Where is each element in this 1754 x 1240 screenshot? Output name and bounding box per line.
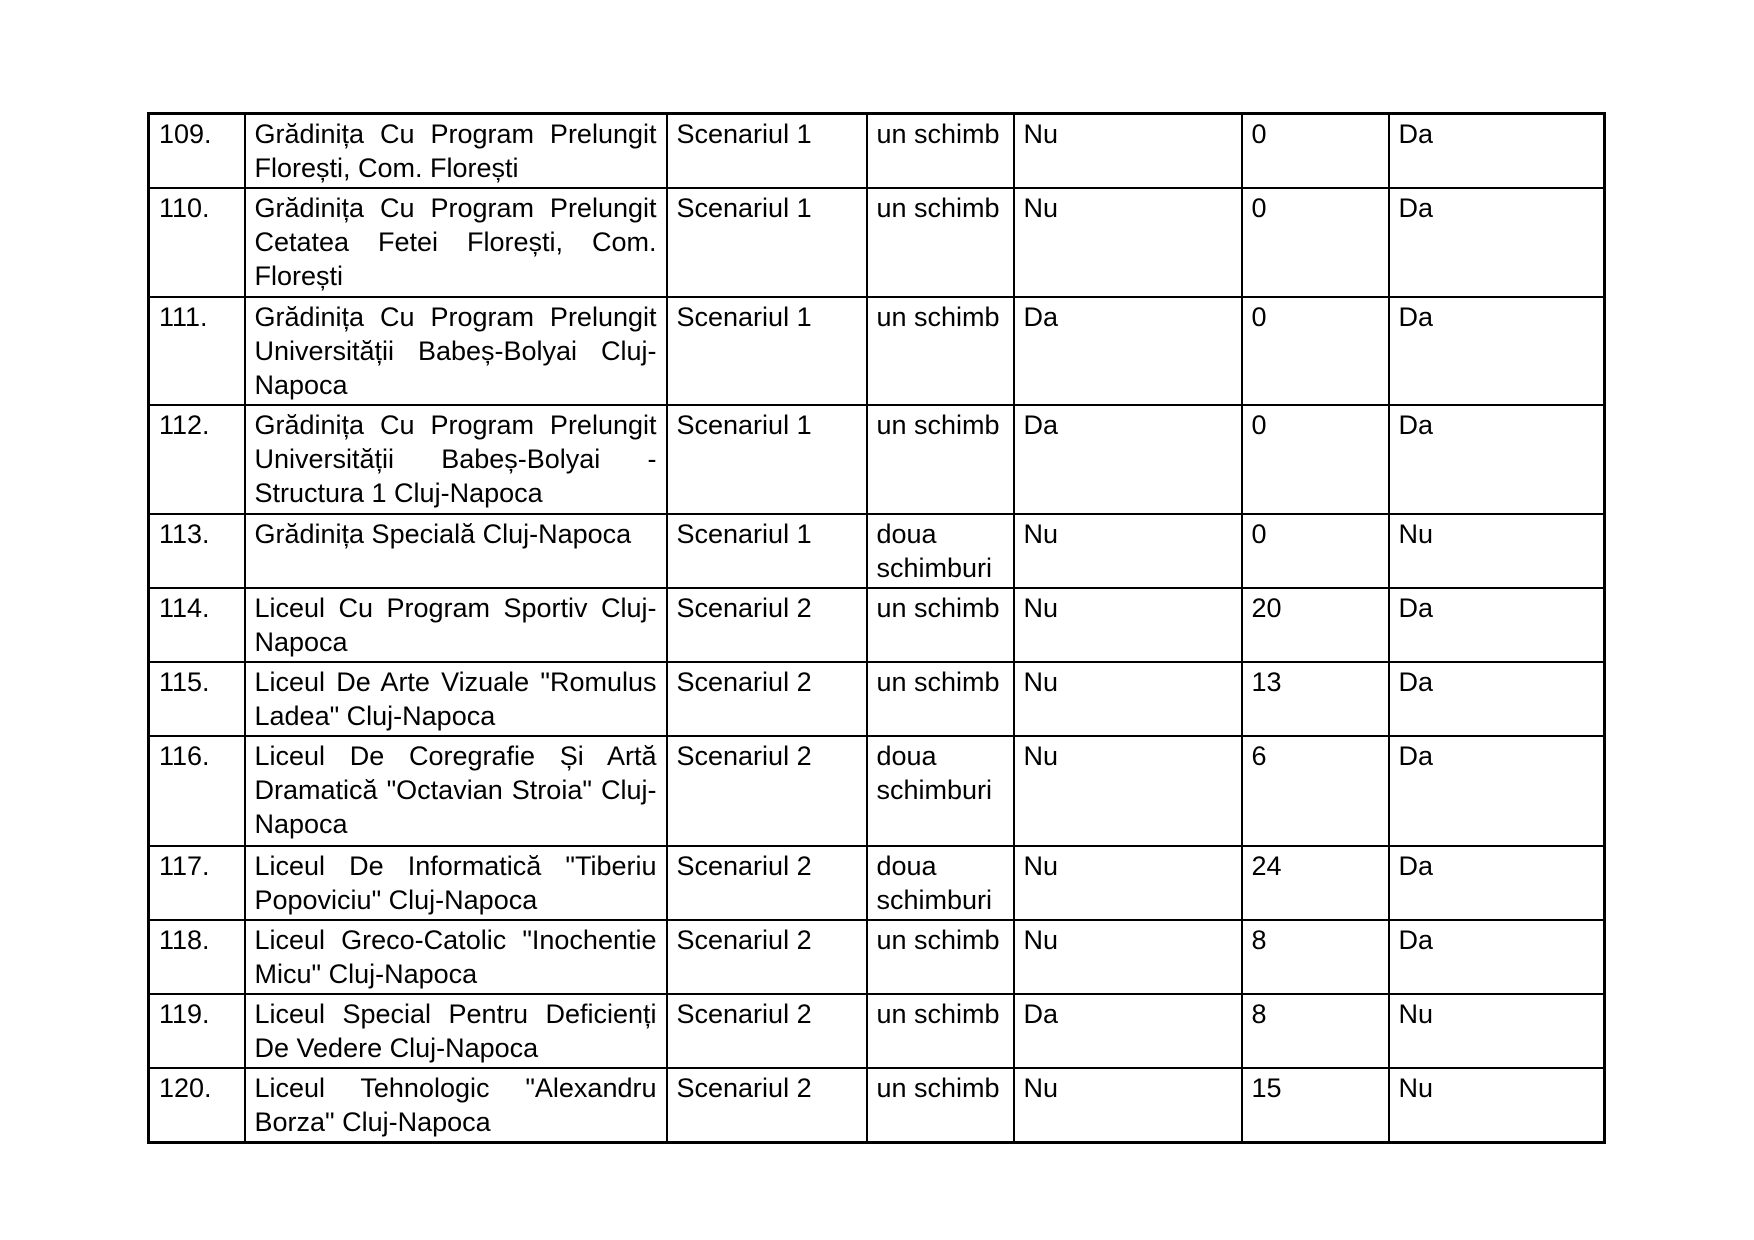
cell-school-name: Grădinița Cu Program Prelungit Florești, Com. Florești <box>245 114 667 189</box>
cell-scenario: Scenariul 1 <box>667 297 867 405</box>
cell-flag-2: Da <box>1389 736 1605 846</box>
cell-scenario: Scenariul 2 <box>667 920 867 994</box>
cell-flag-1: Nu <box>1014 588 1242 662</box>
cell-scenario: Scenariul 2 <box>667 846 867 920</box>
cell-index: 110. <box>149 188 245 297</box>
table-row <box>149 846 1605 920</box>
table-row <box>149 1068 1605 1143</box>
table-row <box>149 994 1605 1068</box>
cell-flag-2: Da <box>1389 846 1605 920</box>
cell-flag-2: Da <box>1389 297 1605 405</box>
cell-scenario: Scenariul 2 <box>667 1068 867 1143</box>
schools-table <box>147 112 1606 1144</box>
cell-shifts: un schimb <box>867 188 1014 297</box>
cell-shifts: doua schimburi <box>867 846 1014 920</box>
cell-shifts: un schimb <box>867 405 1014 514</box>
cell-index: 119. <box>149 994 245 1068</box>
table-row <box>149 920 1605 994</box>
cell-count: 6 <box>1242 736 1389 846</box>
cell-flag-2: Da <box>1389 405 1605 514</box>
cell-flag-1: Nu <box>1014 920 1242 994</box>
cell-index: 116. <box>149 736 245 846</box>
cell-flag-1: Nu <box>1014 514 1242 588</box>
cell-count: 8 <box>1242 994 1389 1068</box>
cell-shifts: un schimb <box>867 920 1014 994</box>
cell-school-name: Grădinița Specială Cluj-Napoca <box>245 514 667 588</box>
cell-count: 0 <box>1242 297 1389 405</box>
cell-school-name: Liceul De Informatică "Tiberiu Popoviciu" Cluj-Napoca <box>245 846 667 920</box>
table-row <box>149 736 1605 846</box>
cell-count: 8 <box>1242 920 1389 994</box>
cell-school-name: Liceul De Arte Vizuale "Romulus Ladea" Cluj-Napoca <box>245 662 667 736</box>
table-row <box>149 297 1605 405</box>
cell-count: 0 <box>1242 405 1389 514</box>
table-row <box>149 114 1605 189</box>
cell-flag-1: Nu <box>1014 736 1242 846</box>
cell-flag-2: Nu <box>1389 994 1605 1068</box>
cell-flag-1: Da <box>1014 405 1242 514</box>
cell-flag-2: Da <box>1389 662 1605 736</box>
cell-flag-2: Nu <box>1389 1068 1605 1143</box>
cell-index: 117. <box>149 846 245 920</box>
cell-index: 109. <box>149 114 245 189</box>
cell-index: 111. <box>149 297 245 405</box>
cell-flag-2: Da <box>1389 920 1605 994</box>
table-row <box>149 514 1605 588</box>
cell-flag-1: Nu <box>1014 188 1242 297</box>
cell-count: 0 <box>1242 114 1389 189</box>
table-row <box>149 588 1605 662</box>
table-row <box>149 405 1605 514</box>
cell-flag-1: Nu <box>1014 1068 1242 1143</box>
cell-scenario: Scenariul 1 <box>667 514 867 588</box>
cell-school-name: Liceul Greco-Catolic "Inochentie Micu" Cluj-Napoca <box>245 920 667 994</box>
cell-scenario: Scenariul 1 <box>667 188 867 297</box>
cell-flag-1: Nu <box>1014 846 1242 920</box>
cell-flag-1: Da <box>1014 994 1242 1068</box>
cell-count: 0 <box>1242 188 1389 297</box>
cell-shifts: un schimb <box>867 662 1014 736</box>
cell-scenario: Scenariul 2 <box>667 736 867 846</box>
cell-index: 120. <box>149 1068 245 1143</box>
cell-school-name: Liceul Special Pentru Deficienți De Vedere Cluj-Napoca <box>245 994 667 1068</box>
cell-shifts: un schimb <box>867 114 1014 189</box>
cell-school-name: Grădinița Cu Program Prelungit Universității Babeș-Bolyai - Structura 1 Cluj-Napoca <box>245 405 667 514</box>
cell-school-name: Liceul Tehnologic "Alexandru Borza" Cluj-Napoca <box>245 1068 667 1143</box>
cell-shifts: un schimb <box>867 994 1014 1068</box>
cell-count: 13 <box>1242 662 1389 736</box>
cell-flag-2: Da <box>1389 188 1605 297</box>
cell-school-name: Grădinița Cu Program Prelungit Universității Babeș-Bolyai Cluj-Napoca <box>245 297 667 405</box>
schools-table-body <box>149 114 1605 1143</box>
cell-scenario: Scenariul 2 <box>667 662 867 736</box>
cell-index: 118. <box>149 920 245 994</box>
cell-shifts: un schimb <box>867 1068 1014 1143</box>
cell-school-name: Grădinița Cu Program Prelungit Cetatea Fetei Florești, Com. Florești <box>245 188 667 297</box>
cell-flag-2: Da <box>1389 588 1605 662</box>
cell-flag-1: Da <box>1014 297 1242 405</box>
cell-shifts: un schimb <box>867 297 1014 405</box>
table-row <box>149 188 1605 297</box>
cell-index: 115. <box>149 662 245 736</box>
cell-scenario: Scenariul 1 <box>667 405 867 514</box>
cell-shifts: doua schimburi <box>867 514 1014 588</box>
cell-flag-1: Nu <box>1014 662 1242 736</box>
cell-school-name: Liceul Cu Program Sportiv Cluj-Napoca <box>245 588 667 662</box>
cell-index: 114. <box>149 588 245 662</box>
cell-count: 24 <box>1242 846 1389 920</box>
cell-count: 0 <box>1242 514 1389 588</box>
cell-shifts: un schimb <box>867 588 1014 662</box>
cell-shifts: doua schimburi <box>867 736 1014 846</box>
cell-school-name: Liceul De Coregrafie Și Artă Dramatică "Octavian Stroia" Cluj-Napoca <box>245 736 667 846</box>
cell-scenario: Scenariul 1 <box>667 114 867 189</box>
cell-count: 15 <box>1242 1068 1389 1143</box>
cell-index: 113. <box>149 514 245 588</box>
cell-flag-2: Nu <box>1389 514 1605 588</box>
cell-scenario: Scenariul 2 <box>667 994 867 1068</box>
cell-scenario: Scenariul 2 <box>667 588 867 662</box>
cell-flag-2: Da <box>1389 114 1605 189</box>
cell-index: 112. <box>149 405 245 514</box>
cell-count: 20 <box>1242 588 1389 662</box>
cell-flag-1: Nu <box>1014 114 1242 189</box>
table-row <box>149 662 1605 736</box>
